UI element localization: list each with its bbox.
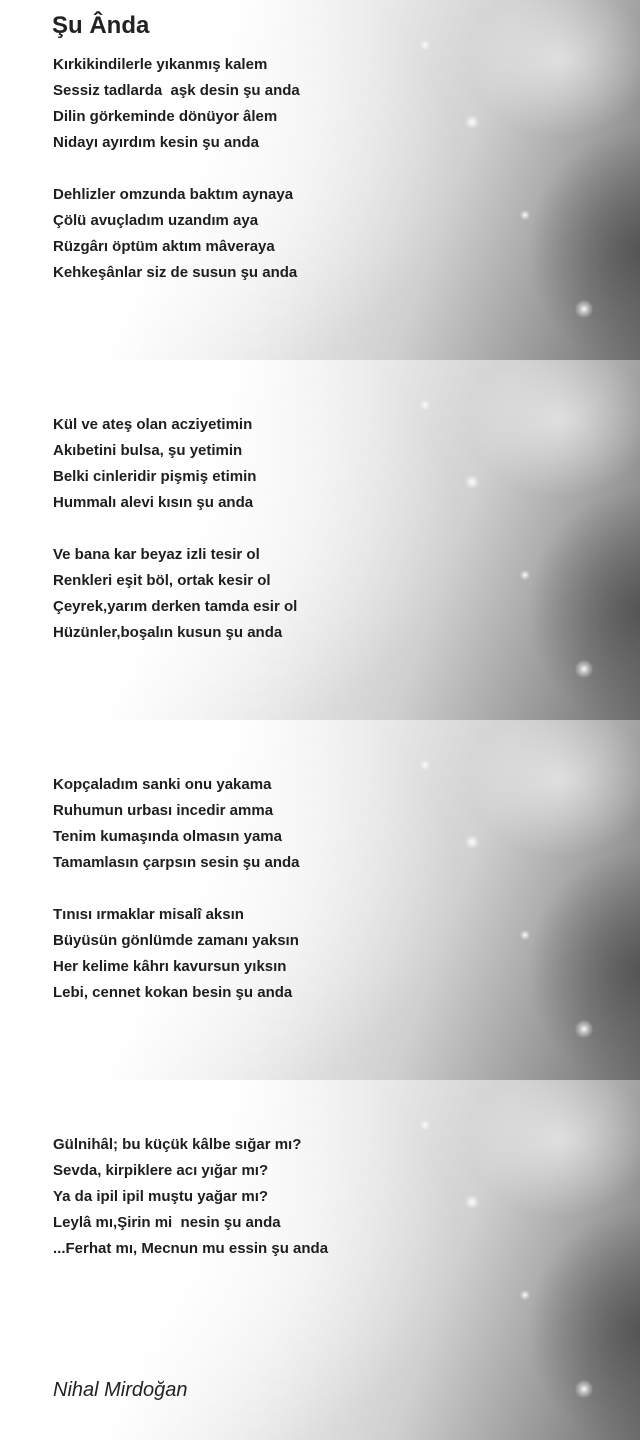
poem-line: Ruhumun urbası incedir amma [53, 802, 274, 819]
poem-line: Akıbetini bulsa, şu yetimin [53, 442, 243, 459]
poem-line: Kırkikindilerle yıkanmış kalem [53, 56, 268, 73]
sparkle-decoration [420, 1120, 430, 1130]
poem-line: Hüzünler,boşalın kusun şu anda [53, 624, 283, 641]
poem-author: Nihal Mirdoğan [53, 1379, 188, 1401]
poem-line: Sevda, kirpiklere acı yığar mı? [53, 1162, 269, 1179]
poem-line: Kehkeşânlar siz de susun şu anda [53, 264, 298, 281]
sparkle-decoration [520, 1290, 530, 1300]
stanza-5 [53, 772, 300, 876]
poem-line: Büyüsün gönlümde zamanı yaksın [53, 932, 299, 949]
sparkle-decoration [420, 760, 430, 770]
stanza-6 [53, 902, 300, 1006]
stanza-2 [53, 182, 300, 286]
poem-panel-1 [0, 0, 640, 360]
poem-line: Sessiz tadlarda aşk desin şu anda [53, 82, 300, 99]
poem-line: Lebi, cennet kokan besin şu anda [53, 984, 293, 1001]
poem-line: Dilin görkeminde dönüyor âlem [53, 108, 278, 125]
poem-line: Tınısı ırmaklar misalî aksın [53, 906, 244, 923]
poem-line: ...Ferhat mı, Mecnun mu essin şu anda [53, 1240, 329, 1257]
stanza-group [53, 772, 300, 1032]
poem-line: Ya da ipil ipil muştu yağar mı? [53, 1188, 269, 1205]
poem-panel-4 [0, 1080, 640, 1440]
poem-line: Her kelime kâhrı kavursun yıksın [53, 958, 287, 975]
poem-line: Belki cinleridir pişmiş etimin [53, 468, 257, 485]
poem-line: Renkleri eşit böl, ortak kesir ol [53, 572, 271, 589]
sparkle-decoration [465, 835, 479, 849]
poem-line: Tamamlasın çarpsın sesin şu anda [53, 854, 300, 871]
poem-line: Hummalı alevi kısın şu anda [53, 494, 254, 511]
poem-line: Rüzgârı öptüm aktım mâveraya [53, 238, 275, 255]
poem-line: Çölü avuçladım uzandım aya [53, 212, 259, 229]
poem-line: Kopçaladım sanki onu yakama [53, 776, 272, 793]
sparkle-decoration [520, 210, 530, 220]
poem-panel-3 [0, 720, 640, 1080]
poem-line: Leylâ mı,Şirin mi nesin şu anda [53, 1214, 281, 1231]
stanza-group [53, 52, 300, 312]
sparkle-decoration [520, 930, 530, 940]
poem-line: Çeyrek,yarım derken tamda esir ol [53, 598, 298, 615]
poem-line: Gülnihâl; bu küçük kâlbe sığar mı? [53, 1136, 302, 1153]
sparkle-decoration [465, 1195, 479, 1209]
sparkle-decoration [575, 1380, 593, 1398]
stanza-3 [53, 412, 297, 516]
sparkle-decoration [575, 300, 593, 318]
stanza-1 [53, 52, 300, 156]
sparkle-decoration [575, 1020, 593, 1038]
poem-line: Kül ve ateş olan acziyetimin [53, 416, 253, 433]
sparkle-decoration [420, 400, 430, 410]
stanza-group [53, 412, 297, 672]
stanza-4 [53, 542, 297, 646]
poem-line: Ve bana kar beyaz izli tesir ol [53, 546, 260, 563]
poem-title: Şu Ânda [52, 12, 150, 39]
sparkle-decoration [420, 40, 430, 50]
sparkle-decoration [465, 115, 479, 129]
stanza-7 [53, 1132, 328, 1262]
poem-line: Dehlizler omzunda baktım aynaya [53, 186, 294, 203]
poem-line: Nidayı ayırdım kesin şu anda [53, 134, 259, 151]
poem-line: Tenim kumaşında olmasın yama [53, 828, 282, 845]
sparkle-decoration [465, 475, 479, 489]
poem-panel-2 [0, 360, 640, 720]
sparkle-decoration [520, 570, 530, 580]
sparkle-decoration [575, 660, 593, 678]
stanza-group [53, 1132, 328, 1288]
